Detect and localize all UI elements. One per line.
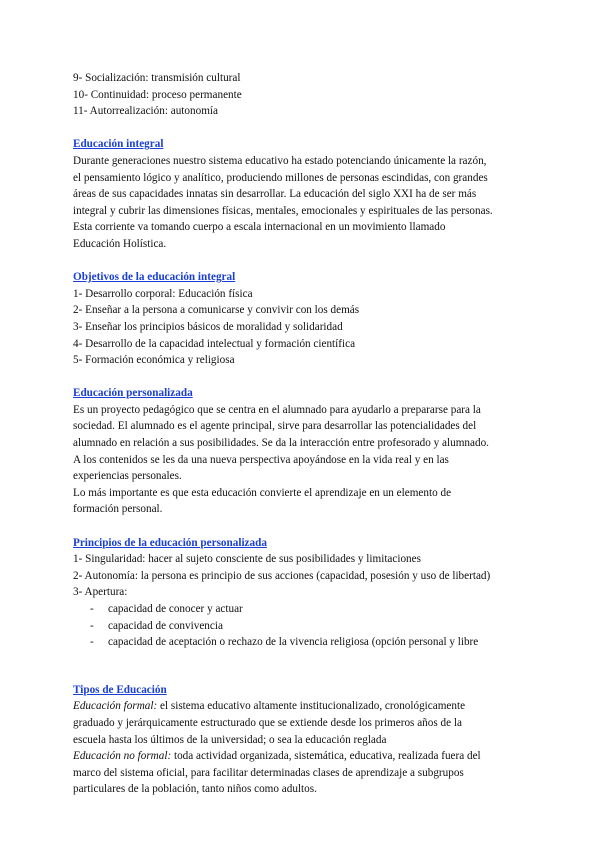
top-list bbox=[73, 70, 533, 120]
paragraph-line: Lo más importante es que esta educación convierte el aprendizaje en un elemento de bbox=[73, 486, 452, 499]
bullet-item bbox=[73, 618, 533, 635]
paragraph-line: experiencias personales. bbox=[73, 470, 182, 483]
list-item: 4- Desarrollo de la capacidad intelectual y formación científica bbox=[73, 337, 356, 350]
term-text: toda actividad organizada, sistemática, educativa, realizada fuera del bbox=[171, 750, 481, 763]
term-text: el sistema educativo altamente institucionalizado, cronológicamente bbox=[157, 700, 466, 713]
bullet-item bbox=[73, 634, 533, 651]
list-item: 1- Desarrollo corporal: Educación física bbox=[73, 287, 253, 300]
list-item: 9- Socialización: transmisión cultural bbox=[73, 72, 241, 84]
section-heading[interactable]: Principios de la educación personalizada bbox=[73, 536, 267, 549]
dash-bullet: - bbox=[90, 603, 94, 615]
term-label: Educación no formal: bbox=[73, 750, 172, 763]
section-educacion-personalizada bbox=[73, 385, 533, 518]
list-item: 3- Enseñar los principios básicos de moralidad y solidaridad bbox=[73, 320, 343, 333]
paragraph-line: Educación Holística. bbox=[73, 237, 167, 250]
paragraph-line: sociedad. El alumnado es el agente principal, sirve para desarrollar las potencialidades del bbox=[73, 420, 477, 433]
dash-bullet: - bbox=[90, 636, 94, 649]
paragraph-line: alumnado en relación a sus posibilidades. Se da la interacción entre profesorado y alumnado. bbox=[73, 437, 489, 450]
paragraph-line: Esta corriente va tomando cuerpo a escala internacional en un movimiento llamado bbox=[73, 221, 446, 234]
paragraph-line: particulares de la población, tanto niños como adultos. bbox=[73, 783, 317, 796]
paragraph-line: el pensamiento lógico y analítico, produciendo millones de personas escindidas, con grandes bbox=[73, 171, 488, 184]
section-heading[interactable]: Educación integral bbox=[73, 138, 164, 151]
dash-bullet: - bbox=[90, 619, 94, 632]
list-item: 5- Formación económica y religiosa bbox=[73, 354, 235, 367]
section-heading[interactable]: Educación personalizada bbox=[73, 387, 193, 400]
list-item: 3- Apertura: bbox=[73, 586, 128, 599]
section-objetivos bbox=[73, 269, 533, 369]
paragraph-line bbox=[73, 748, 533, 765]
paragraph-line: A los contenidos se les da una nueva perspectiva apoyándose en la vida real y en las bbox=[73, 453, 449, 466]
section-tipos bbox=[73, 682, 533, 798]
bullet-text: capacidad de aceptación o rechazo de la vivencia religiosa (opción personal y libre bbox=[108, 636, 479, 649]
paragraph-line: graduado y jerárquicamente estructurado que se extiende desde los primeros años de la bbox=[73, 716, 462, 729]
bullet-text: capacidad de conocer y actuar bbox=[108, 603, 243, 615]
paragraph-line bbox=[73, 698, 533, 715]
paragraph-line: escuela hasta los últimos de la universidad; o sea la educación reglada bbox=[73, 733, 387, 746]
paragraph-line: marco del sistema oficial, para facilitar determinadas clases de aprendizaje a subgrupos bbox=[73, 766, 464, 779]
paragraph-line: Durante generaciones nuestro sistema educativo ha estado potenciando únicamente la razón, bbox=[73, 154, 487, 167]
section-heading[interactable]: Tipos de Educación bbox=[73, 683, 167, 696]
paragraph-line: Es un proyecto pedagógico que se centra en el alumnado para ayudarlo a prepararse para la bbox=[73, 403, 481, 416]
paragraph-line: áreas de sus capacidades innatas sin desarrollar. La educación del siglo XXI ha de ser más bbox=[73, 188, 477, 201]
list-item: 10- Continuidad: proceso permanente bbox=[73, 88, 242, 101]
section-educacion-integral bbox=[73, 136, 533, 252]
section-principios bbox=[73, 535, 533, 651]
list-item: 2- Enseñar a la persona a comunicarse y convivir con los demás bbox=[73, 304, 360, 317]
list-item: 11- Autorrealización: autonomía bbox=[73, 105, 218, 118]
paragraph-line: formación personal. bbox=[73, 503, 163, 516]
document-content bbox=[73, 70, 533, 798]
bullet-text: capacidad de convivencia bbox=[108, 619, 223, 632]
term-label: Educación formal: bbox=[73, 700, 158, 713]
bullet-item bbox=[73, 601, 533, 618]
paragraph-line: integral y cubrir las dimensiones físicas, mentales, emocionales y espirituales de las personas. bbox=[73, 204, 493, 217]
list-item: 1- Singularidad: hacer al sujeto consciente de sus posibilidades y limitaciones bbox=[73, 553, 421, 566]
list-item: 2- Autonomía: la persona es principio de sus acciones (capacidad, posesión y uso de libertad) bbox=[73, 569, 491, 582]
section-heading[interactable]: Objetivos de la educación integral bbox=[73, 271, 236, 284]
